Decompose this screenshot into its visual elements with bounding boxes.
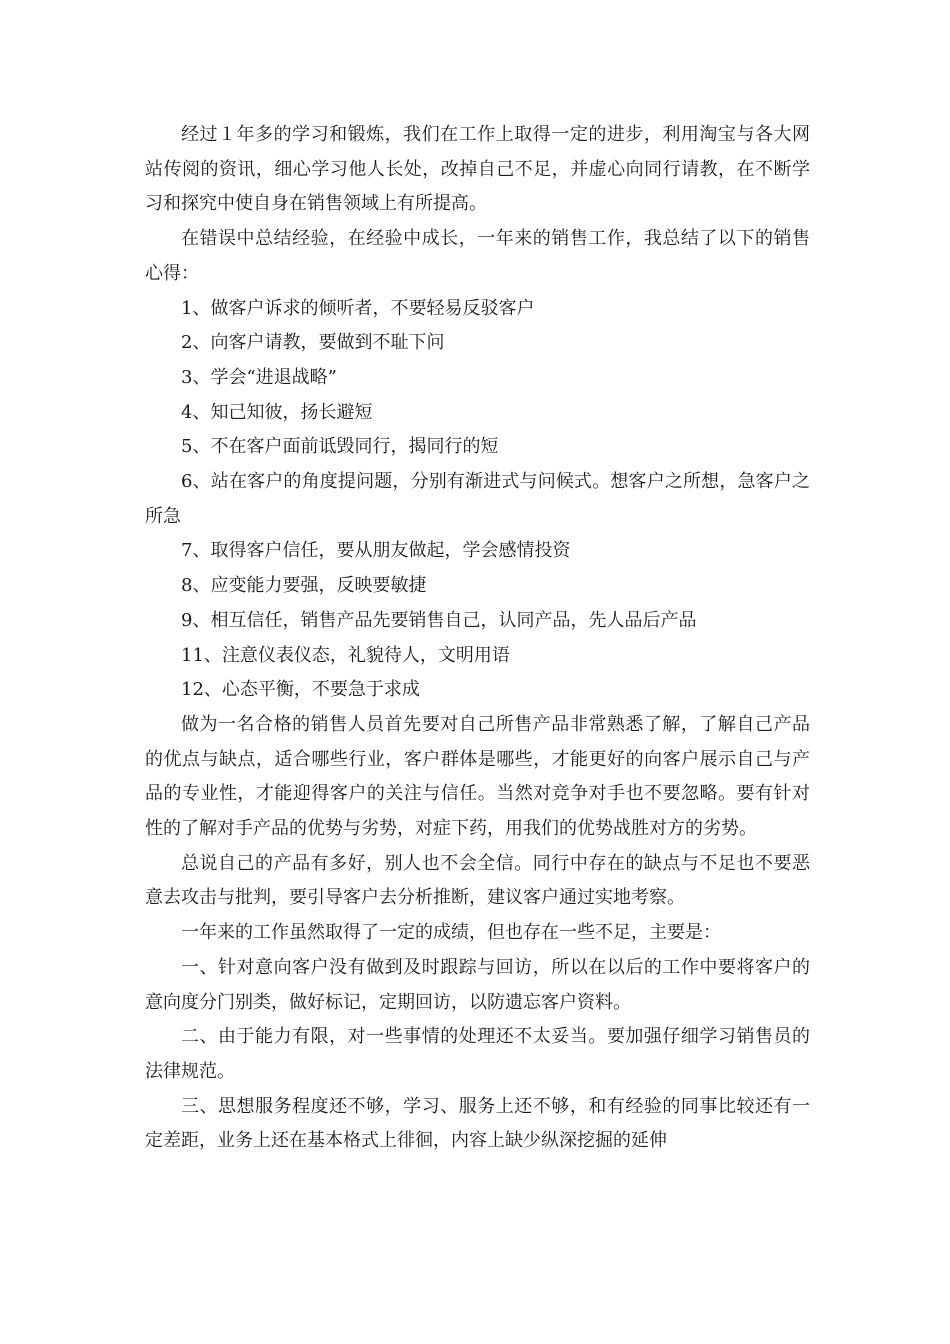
list-item-6: 6、站在客户的角度提问题，分别有渐进式与问候式。想客户之所想，急客户之所急 [145,471,810,527]
list-item-1: 1、做客户诉求的倾听者，不要轻易反驳客户 [181,297,535,319]
list-item-9: 9、相互信任，销售产品先要销售自己，认同产品，先人品后产品 [181,609,697,631]
paragraph-competitors: 总说自己的产品有多好，别人也不会全信。同行中存在的缺点与不足也不要恶意去攻击与批判，要引导客户去分析推断，建议客户通过实地考察。 [145,852,810,909]
list-item-8: 8、应变能力要强，反映要敏捷 [181,575,427,597]
paragraph-product-knowledge: 做为一名合格的销售人员首先要对自己所售产品非常熟悉了解，了解自己产品的优点与缺点，适合哪些行业，客户群体是哪些，才能更好的向客户展示自己与产品的专业性，才能迎得客户的关注与信任。当然对竞争对手也不要忽略。要有针对性的了解对手产品的优势与劣势，对症下药，用我们的优势战胜对方的劣势。 [145,713,810,840]
list-item-4: 4、知己知彼，扬长避短 [181,401,373,423]
list-item-3: 3、学会“进退战略” [181,366,337,388]
list-item-7: 7、取得客户信任，要从朋友做起，学会感情投资 [181,540,571,562]
shortcoming-item-1: 一、针对意向客户没有做到及时跟踪与回访，所以在以后的工作中要将客户的意向度分门别类，做好标记，定期回访，以防遗忘客户资料。 [145,956,810,1013]
shortcoming-item-3: 三、思想服务程度还不够，学习、服务上还不够，和有经验的同事比较还有一定差距，业务上还在基本格式上徘徊，内容上缺少纵深挖掘的延伸 [145,1095,810,1152]
shortcoming-item-2: 二、由于能力有限，对一些事情的处理还不太妥当。要加强仔细学习销售员的法律规范。 [145,1026,810,1082]
paragraph-intro: 经过１年多的学习和锻炼，我们在工作上取得一定的进步，利用淘宝与各大网站传阅的资讯，细心学习他人长处，改掉自己不足，并虚心向同行请教，在不断学习和探究中使自身在销售领域上有所提高。 [145,124,810,215]
list-item-12: 12、心态平衡，不要急于求成 [181,679,420,701]
list-item-2: 2、向客户请教，要做到不耻下问 [181,332,445,354]
paragraph-summary-lead: 在错误中总结经验，在经验中成长，一年来的销售工作，我总结了以下的销售心得： [145,228,810,284]
list-item-11: 11、注意仪表仪态，礼貌待人，文明用语 [181,644,510,666]
list-item-5: 5、不在客户面前诋毁同行，揭同行的短 [181,436,499,458]
paragraph-shortcomings-lead: 一年来的工作虽然取得了一定的成绩，但也存在一些不足，主要是： [181,922,721,944]
document-body [145,118,810,1159]
